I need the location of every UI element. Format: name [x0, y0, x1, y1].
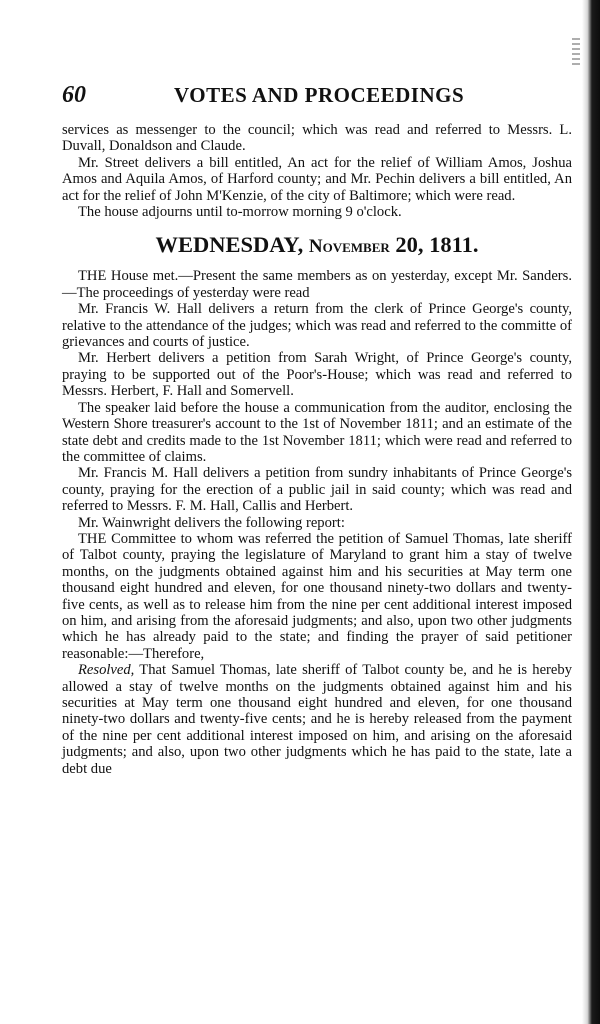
day-heading	[62, 230, 572, 262]
paragraph-resolved	[62, 662, 572, 777]
paragraph-committee-report: THE Committee to whom was referred the petition of Samuel Thomas, late sheriff of Talbot county, praying the legislature of Maryland to grant him a stay of twelve months, on the judgments obtained against him and his securities at May term one thousand eight hundred and eleven, for one thousand ninety-two dollars and twenty-five cents, as well as to release him from the nine per cent additional interest imposed on him, and arising from the aforesaid judgments; and also, upon two other judgments which he has already paid to the state; and finding the prayer of said petitioner reasonable:—Therefore,	[62, 530, 572, 662]
paragraph-hall-return: Mr. Francis W. Hall delivers a return from the clerk of Prince George's county, relative to the attendance of the judges; which was read and referred to the committe of grievances and courts of justice.	[62, 301, 572, 351]
intro-paragraph-2: Mr. Street delivers a bill entitled, An act for the relief of William Amos, Joshua Amos and Aquila Amos, of Harford county; and Mr. Pechin delivers a bill entitled, An act for the relief of John M'Kenzie, of the city of Baltimore; which were read.	[62, 154, 572, 204]
resolved-label: Resolved,	[78, 662, 135, 679]
intro-paragraph-1: services as messenger to the council; which was read and referred to Messrs. L. Duvall, Donaldson and Claude.	[62, 122, 572, 155]
page-edge-shadow	[582, 0, 600, 1024]
day-weekday: WEDNESDAY,	[155, 232, 304, 258]
day-date: 20, 1811.	[395, 232, 479, 258]
paragraph-wainwright-report: Mr. Wainwright delivers the following report:	[78, 514, 345, 531]
paragraph-auditor-communication: The speaker laid before the house a communication from the auditor, enclosing the Western Shore treasurer's account to the 1st of November 1811; and an estimate of the state debt and credits made to the 1st November 1811; which were read and referred to the committee of claims.	[62, 399, 572, 465]
paragraph-jail-petition: Mr. Francis M. Hall delivers a petition from sundry inhabitants of Prince George's county, praying for the erection of a public jail in said county; which was read and referred to Messrs. F. M. Hall, Callis and Herbert.	[62, 465, 572, 515]
intro-paragraph-3: The house adjourns until to-morrow morning 9 o'clock.	[78, 204, 402, 221]
page-edge-marks	[572, 38, 580, 68]
page-body	[62, 122, 572, 777]
paragraph-herbert-petition: Mr. Herbert delivers a petition from Sarah Wright, of Prince George's county, praying to be supported out of the Poor's-House; which was read and referred to Messrs. Herbert, F. Hall and Somervell.	[62, 350, 572, 400]
day-month: November	[308, 236, 390, 258]
page-number: 60	[62, 82, 86, 108]
running-head: VOTES AND PROCEEDINGS	[174, 83, 465, 107]
page-header	[62, 80, 465, 110]
resolved-text: That Samuel Thomas, late sheriff of Talbot county be, and he is hereby allowed a stay of twelve months on the judgments obtained against him and his securities at May term one thousand eight hundred and eleven, for one thousand ninety-two dollars and twenty-five cents; and he is hereby released from the payment of the nine per cent additional interest imposed on him, and arising on the aforesaid judgments; and also, upon two other judgments which he has paid to the state, late a debt due	[62, 662, 572, 777]
paragraph-house-met: THE House met.—Present the same members as on yesterday, except Mr. Sanders.—The proceedings of yesterday were read	[62, 268, 572, 301]
